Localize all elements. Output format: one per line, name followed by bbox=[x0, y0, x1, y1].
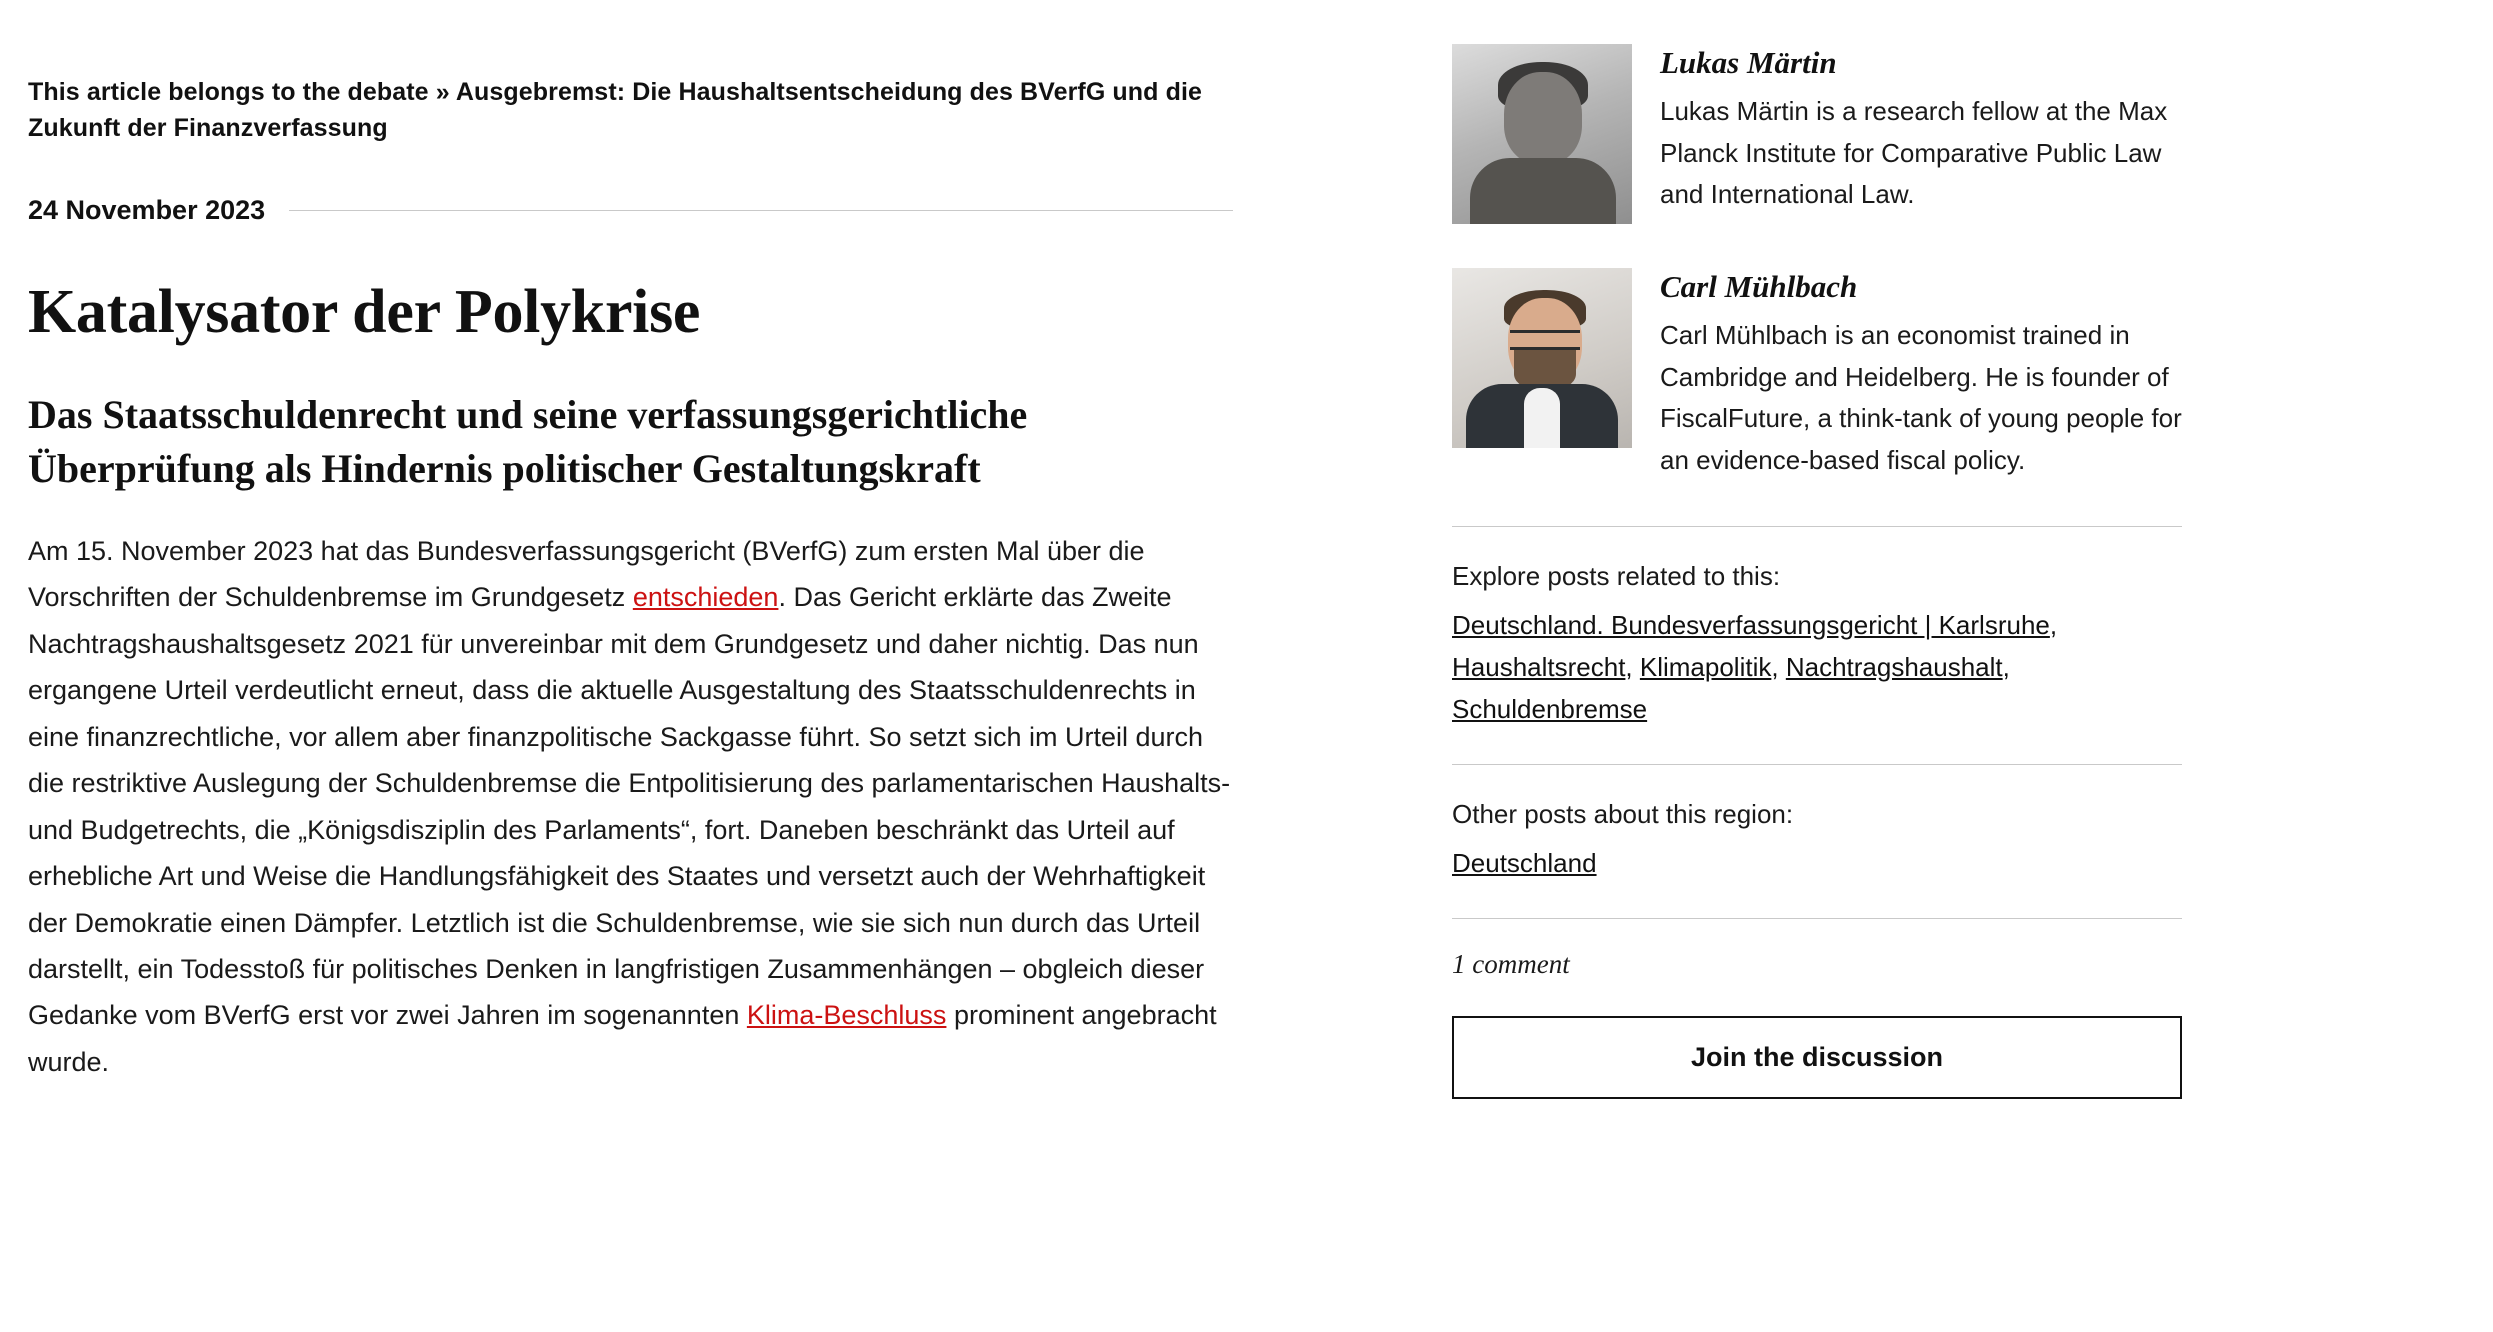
date-divider bbox=[289, 210, 1233, 211]
debate-notice bbox=[28, 74, 1233, 147]
tag-link[interactable]: Klimapolitik bbox=[1639, 651, 1772, 682]
debate-link[interactable]: Ausgebremst: Die Haushaltsentscheidung des BVerfG und die Zukunft der Finanzverfassung bbox=[28, 78, 1203, 143]
avatar-glasses-shape bbox=[1510, 330, 1580, 350]
publish-date: 24 November 2023 bbox=[28, 194, 266, 225]
sidebar bbox=[1452, 44, 2182, 1099]
tag-list: Deutschland. Bundesverfassungsgericht | Karlsruhe, Haushaltsrecht, Klimapolitik, Nachtragshaushalt, Schuldenbremse bbox=[1452, 609, 2058, 724]
comment-count[interactable]: 1 comment bbox=[1452, 949, 1570, 979]
paragraph-text-part-2: . Das Gericht erklärte das Zweite Nachtragshaushaltsgesetz 2021 für unvereinbar mit dem Grundgesetz und daher nichtig. Das nun ergangene Urteil verdeutlicht erneut, dass die aktuelle Ausgestaltung des Staatsschuldenrechts in eine finanzrechtliche, vor allem aber finanzpolitische Sackgasse führt. So setzt sich im Urteil durch die restriktive Auslegung der Schuldenbremse die Entpolitisierung des parlamentarischen Haushalts- und Budgetrechts, die „Königsdisziplin des Parlaments“, fort. Daneben beschränkt das Urteil auf erhebliche Art und Weise die Handlungsfähigkeit des Staates und versetzt auch der Wehrhaftigkeit der Demokratie einen Dämpfer. Letztlich ist die Schuldenbremse, wie sie sich nun durch das Urteil darstellt, ein Todesstoß für politisches Denken in langfristigen Zusammenhängen – obgleich dieser Gedanke vom BVerfG erst vor zwei Jahren im sogenannten bbox=[28, 582, 1231, 1031]
page-subtitle: Das Staatsschuldenrecht und seine verfassungsgerichtliche Überprüfung als Hindernis politischer Gestaltungskraft bbox=[28, 392, 1028, 491]
divider bbox=[1452, 764, 2182, 765]
author-info bbox=[1660, 268, 2182, 482]
avatar bbox=[1452, 44, 1632, 224]
region-link[interactable]: Deutschland bbox=[1452, 847, 1597, 878]
tag-link[interactable]: Nachtragshaushalt bbox=[1785, 651, 2003, 682]
link-entschieden[interactable]: entschieden bbox=[632, 582, 779, 613]
article-column bbox=[28, 74, 1233, 1112]
page-title: Katalysator der Polykrise bbox=[28, 277, 701, 346]
region-label: Other posts about this region: bbox=[1452, 798, 1794, 829]
paragraph-text-part-1: Am 15. November 2023 hat das Bundesverfassungsgericht (BVerfG) zum ersten Mal über die Vorschriften der Schuldenbremse im Grundgesetz bbox=[28, 536, 1145, 613]
author-card bbox=[1452, 44, 2182, 224]
author-card bbox=[1452, 268, 2182, 482]
region-list bbox=[1452, 842, 2182, 884]
divider bbox=[1452, 526, 2182, 527]
divider bbox=[1452, 918, 2182, 919]
avatar bbox=[1452, 268, 1632, 448]
explore-label: Explore posts related to this: bbox=[1452, 560, 1781, 591]
tag-link[interactable]: Haushaltsrecht bbox=[1452, 651, 1626, 682]
author-name[interactable]: Lukas Märtin bbox=[1660, 45, 1837, 80]
link-klima-beschluss[interactable]: Klima-Beschluss bbox=[746, 1000, 947, 1031]
debate-prefix: This article belongs to the debate » bbox=[28, 78, 450, 106]
join-discussion-button[interactable]: Join the discussion bbox=[1452, 1016, 2182, 1099]
paragraph-text-part-3: prominent angebracht wurde. bbox=[28, 1000, 1217, 1077]
avatar-head-shape bbox=[1504, 72, 1582, 164]
author-name[interactable]: Carl Mühlbach bbox=[1660, 269, 1858, 304]
tag-link[interactable]: Deutschland. Bundesverfassungsgericht | Karlsruhe bbox=[1452, 609, 2050, 640]
avatar-shirt-shape bbox=[1524, 388, 1560, 448]
date-row bbox=[28, 195, 1233, 226]
author-bio: Lukas Märtin is a research fellow at the Max Planck Institute for Comparative Public Law and International Law. bbox=[1660, 96, 2168, 210]
avatar-body-shape bbox=[1470, 158, 1616, 224]
tag-link[interactable]: Schuldenbremse bbox=[1452, 693, 1648, 724]
author-bio: Carl Mühlbach is an economist trained in Cambridge and Heidelberg. He is founder of FiscalFuture, a think-tank of young people for an evidence-based fiscal policy. bbox=[1660, 320, 2182, 475]
article-paragraph-1 bbox=[28, 528, 1233, 1085]
author-info bbox=[1660, 44, 2182, 216]
